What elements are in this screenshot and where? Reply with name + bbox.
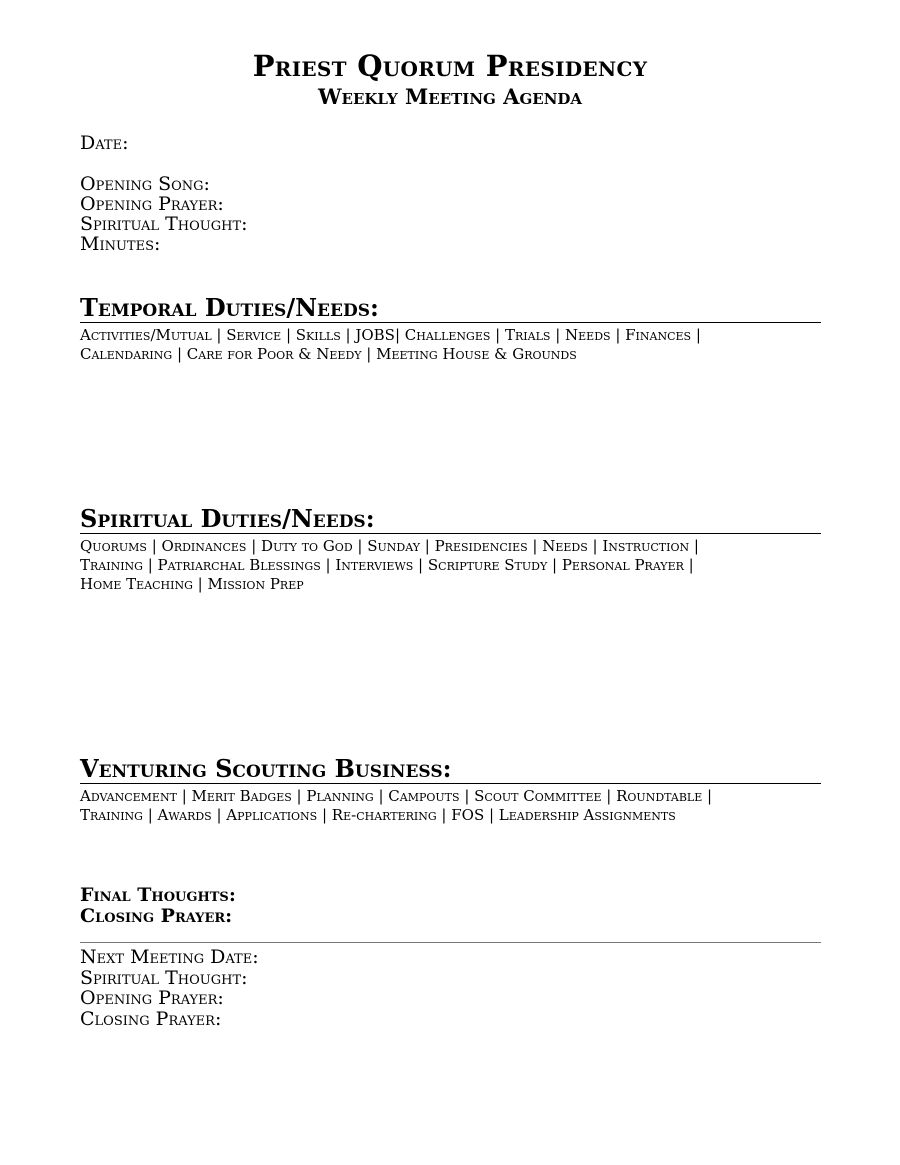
document-title: Priest Quorum Presidency bbox=[252, 49, 648, 83]
topic-line: Quorums | Ordinances | Duty to God | Sunday | Presidencies | Needs | Instruction | bbox=[80, 537, 699, 555]
topic-line: Training | Awards | Applications | Re-chartering | FOS | Leadership Assignments bbox=[80, 806, 676, 824]
opening-song-label: Opening Song: bbox=[80, 173, 210, 195]
next-opening-prayer-label: Opening Prayer: bbox=[80, 987, 224, 1009]
closing-prayer-label: Closing Prayer: bbox=[80, 905, 233, 927]
minutes-label: Minutes: bbox=[80, 233, 161, 255]
topic-line: Advancement | Merit Badges | Planning | Campouts | Scout Committee | Roundtable | bbox=[80, 787, 713, 805]
opening-prayer-label: Opening Prayer: bbox=[80, 193, 224, 215]
venturing-topics bbox=[80, 787, 820, 825]
date-label: Date: bbox=[80, 132, 129, 154]
next-meeting-divider bbox=[80, 942, 821, 943]
final-thoughts-label: Final Thoughts: bbox=[80, 884, 236, 906]
next-closing-prayer-label: Closing Prayer: bbox=[80, 1008, 222, 1030]
next-meeting-date-label: Next Meeting Date: bbox=[80, 946, 259, 968]
topic-line: Training | Patriarchal Blessings | Interviews | Scripture Study | Personal Prayer | bbox=[80, 556, 694, 574]
topic-line: Activities/Mutual | Service | Skills | JOBS| Challenges | Trials | Needs | Finances | bbox=[80, 326, 701, 344]
topic-line: Home Teaching | Mission Prep bbox=[80, 575, 304, 593]
spiritual-topics bbox=[80, 537, 820, 594]
temporal-section-heading: Temporal Duties/Needs: bbox=[80, 296, 821, 323]
temporal-topics bbox=[80, 326, 820, 364]
next-spiritual-thought-label: Spiritual Thought: bbox=[80, 967, 248, 989]
document-subtitle: Weekly Meeting Agenda bbox=[317, 84, 583, 109]
venturing-section-heading: Venturing Scouting Business: bbox=[80, 757, 821, 784]
spiritual-section-heading: Spiritual Duties/Needs: bbox=[80, 507, 821, 534]
topic-line: Calendaring | Care for Poor & Needy | Meeting House & Grounds bbox=[80, 345, 577, 363]
spiritual-thought-label: Spiritual Thought: bbox=[80, 213, 248, 235]
